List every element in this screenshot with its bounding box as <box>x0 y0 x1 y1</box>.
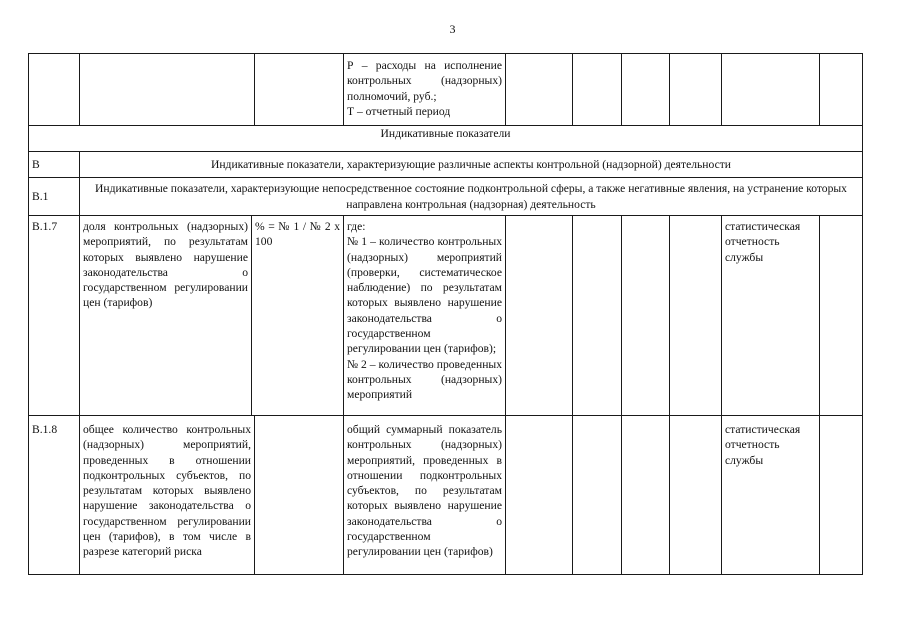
empty-cell <box>670 216 722 416</box>
group-b-code: В <box>29 152 80 178</box>
empty-cell <box>622 54 670 126</box>
row-code: В.1.8 <box>29 416 80 575</box>
empty-cell <box>820 54 863 126</box>
row-description-text: где: № 1 – количество контрольных (надзорных) мероприятий (проверки, систематическое наблюдение) по результатам которых выявлено нарушение законодательства о государственном регулировании цен (тарифов); № 2 – количество проведенных контрольных (надзорных) мероприятий <box>347 220 502 402</box>
group-row-b1 <box>29 178 863 216</box>
empty-cell <box>722 54 820 126</box>
continuation-code-cell <box>29 54 80 126</box>
empty-cell <box>506 216 573 416</box>
empty-cell <box>670 416 722 575</box>
continuation-formula-cell <box>255 54 344 126</box>
page-number: 3 <box>449 22 456 36</box>
empty-cell <box>820 216 863 416</box>
row-description <box>344 216 506 416</box>
group-b1-title: Индикативные показатели, характеризующие непосредственное состояние подконтрольной сферы, а также негативные явления, на устранение которых направлена контрольная (надзорная) деятельность <box>80 178 863 216</box>
row-source: статистическая отчетность службы <box>722 216 820 416</box>
row-source: статистическая отчетность службы <box>722 416 820 575</box>
section-title: Индикативные показатели <box>29 126 863 152</box>
row-name: доля контрольных (надзорных) мероприятий, по результатам которых выявлено нарушение законодательства о государственном регулировании цен (тарифов) <box>80 216 252 416</box>
group-row-b <box>29 152 863 178</box>
empty-cell <box>506 54 573 126</box>
row-formula: % = № 1 / № 2 х 100 <box>252 216 344 416</box>
continuation-description-text: Р – расходы на исполнение контрольных (надзорных) полномочий, руб.; Т – отчетный период <box>347 59 502 118</box>
empty-cell <box>573 54 622 126</box>
empty-cell <box>573 416 622 575</box>
empty-cell <box>573 216 622 416</box>
empty-cell <box>820 416 863 575</box>
empty-cell <box>506 416 573 575</box>
group-b-title: Индикативные показатели, характеризующие различные аспекты контрольной (надзорной) деятельности <box>80 152 863 178</box>
continuation-name-cell <box>80 54 255 126</box>
section-row <box>29 126 863 152</box>
row-formula <box>255 416 344 575</box>
row-name: общее количество контрольных (надзорных) мероприятий, проведенных в отношении подконтрольных субъектов, по результатам которых выявлено нарушение законодательства о государственном регулировании цен (тарифов), в том числе в разрезе категорий риска <box>80 416 255 575</box>
row-description: общий суммарный показатель контрольных (надзорных) мероприятий, проведенных в отношении подконтрольных субъектов, по результатам которых выявлено нарушение законодательства о государственном регулировании цен (тарифов) <box>344 416 506 575</box>
table-row <box>29 416 863 575</box>
row-code: В.1.7 <box>29 216 80 416</box>
continuation-description <box>344 54 506 126</box>
group-b1-code: В.1 <box>29 178 80 216</box>
table-row <box>29 216 863 416</box>
empty-cell <box>622 416 670 575</box>
empty-cell <box>670 54 722 126</box>
indicators-table <box>28 53 863 575</box>
continuation-row <box>29 54 863 126</box>
empty-cell <box>622 216 670 416</box>
